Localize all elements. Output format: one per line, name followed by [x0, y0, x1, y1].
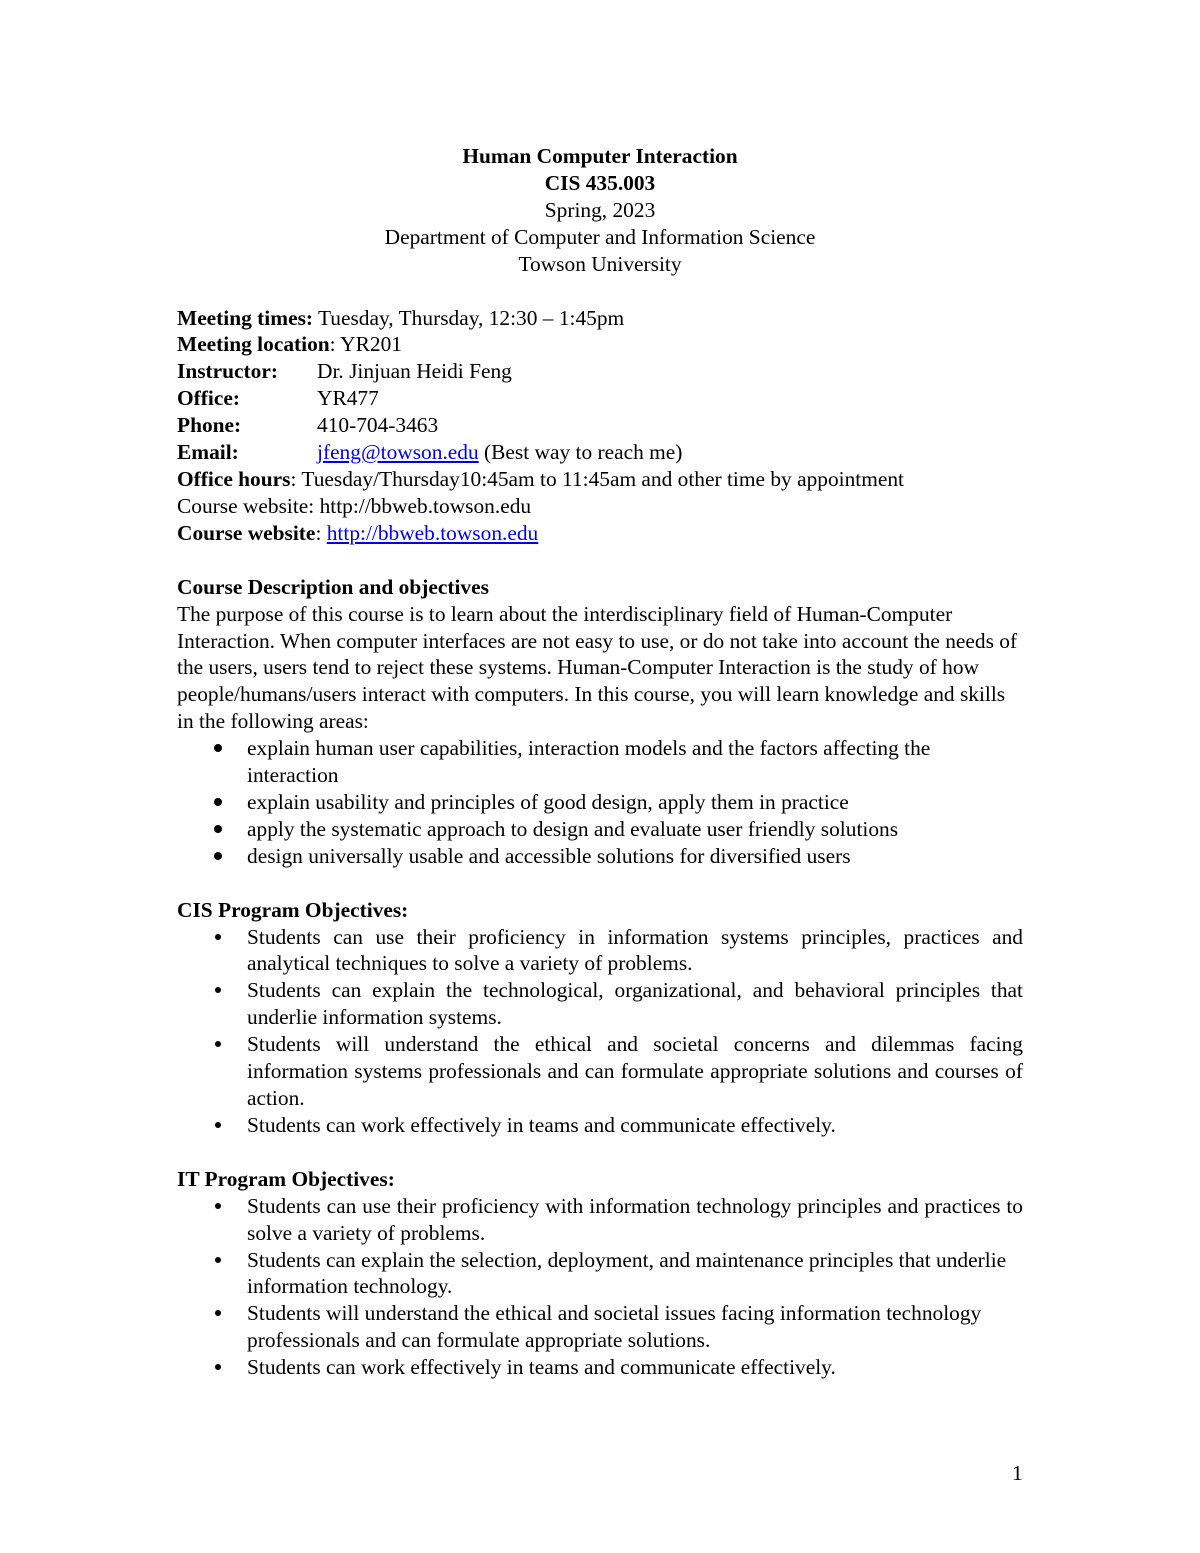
list-item-text: design universally usable and accessible solutions for diversified users — [247, 843, 851, 868]
bullet-icon — [214, 744, 222, 752]
bullet-icon — [215, 1257, 221, 1263]
email-value-wrap — [317, 439, 682, 466]
phone-label: Phone: — [177, 413, 242, 438]
meeting-location-value: : YR201 — [329, 332, 402, 357]
office-label: Office: — [177, 386, 240, 411]
phone-row — [177, 412, 1023, 439]
course-code: CIS 435.003 — [544, 170, 656, 195]
list-item-text: Students can explain the technological, organizational, and behavioral principles that underlie information systems. — [247, 978, 1023, 1030]
meeting-times-value: Tuesday, Thursday, 12:30 – 1:45pm — [313, 305, 625, 330]
it-objectives-list — [177, 1193, 1023, 1381]
email-label: Email: — [177, 440, 239, 465]
page-content — [177, 143, 1023, 1381]
list-item — [177, 816, 1023, 843]
list-item-text: Students can work effectively in teams and communicate effectively. — [247, 1355, 836, 1380]
bullet-icon — [215, 934, 221, 940]
list-item — [177, 924, 1023, 978]
meeting-times-label: Meeting times: — [177, 305, 314, 330]
email-link[interactable]: jfeng@towson.edu — [317, 440, 479, 465]
list-item-text: explain usability and principles of good design, apply them in practice — [247, 789, 849, 814]
email-note: (Best way to reach me) — [478, 440, 683, 465]
instructor-row — [177, 358, 1023, 385]
bullet-icon — [215, 987, 221, 993]
course-title: Human Computer Interaction — [462, 144, 738, 168]
bullet-icon — [215, 1203, 221, 1209]
list-item — [177, 843, 1023, 870]
office-hours-value: : Tuesday/Thursday10:45am to 11:45am and other time by appointment — [290, 466, 905, 491]
list-item — [177, 735, 1023, 789]
instructor-label: Instructor: — [177, 359, 278, 384]
office-value: YR477 — [317, 386, 379, 411]
bullet-icon — [214, 825, 222, 833]
cis-objectives-heading: CIS Program Objectives: — [177, 897, 409, 922]
office-hours-row — [177, 466, 1023, 493]
office-row — [177, 385, 1023, 412]
instructor-value: Dr. Jinjuan Heidi Feng — [317, 359, 512, 384]
email-row — [177, 439, 1023, 466]
meeting-times-row — [177, 305, 1023, 332]
list-item-text: Students will understand the ethical and societal concerns and dilemmas facing information systems professionals and can formulate appropriate solutions and courses of action. — [247, 1032, 1023, 1110]
list-item — [177, 977, 1023, 1031]
list-item-text: Students can work effectively in teams and communicate effectively. — [247, 1112, 836, 1137]
course-term: Spring, 2023 — [544, 197, 656, 222]
meeting-location-label: Meeting location — [177, 332, 330, 357]
cis-objectives-list — [177, 924, 1023, 1139]
course-website-plain: Course website: http://bbweb.towson.edu — [177, 493, 532, 518]
bullet-icon — [215, 1310, 221, 1316]
office-hours-label: Office hours — [177, 466, 291, 491]
list-item — [177, 1112, 1023, 1139]
list-item — [177, 1031, 1023, 1112]
list-item-text: apply the systematic approach to design and evaluate user friendly solutions — [247, 816, 899, 841]
bullet-icon — [215, 1364, 221, 1370]
description-heading: Course Description and objectives — [177, 574, 489, 599]
course-website-colon: : — [315, 520, 327, 545]
course-website-label: Course website — [177, 520, 316, 545]
department: Department of Computer and Information Science — [384, 224, 816, 249]
bullet-icon — [214, 798, 222, 806]
bullet-icon — [215, 1041, 221, 1047]
page-number: 1 — [1012, 1461, 1023, 1485]
list-item — [177, 1247, 1023, 1301]
course-website-link[interactable]: http://bbweb.towson.edu — [326, 520, 539, 545]
list-item — [177, 1300, 1023, 1354]
description-list — [177, 735, 1023, 870]
phone-value: 410-704-3463 — [317, 413, 439, 438]
university: Towson University — [518, 251, 682, 276]
list-item — [177, 1193, 1023, 1247]
description-paragraph: The purpose of this course is to learn about the interdisciplinary field of Human-Computer Interaction. When computer interfaces are not easy to use, or do not take into account the needs of the users, users tend to reject these systems. Human-Computer Interaction is the study of how people/humans/users interact with computers. In this course, you will learn knowledge and skills in the following areas: — [177, 601, 1018, 734]
bullet-icon — [215, 1122, 221, 1128]
list-item-text: Students can use their proficiency with information technology principles and practices to solve a variety of problems. — [247, 1193, 1023, 1245]
bullet-icon — [214, 852, 222, 860]
list-item-text: Students will understand the ethical and societal issues facing information technology professionals and can formulate appropriate solutions. — [247, 1301, 982, 1353]
list-item-text: explain human user capabilities, interaction models and the factors affecting the interaction — [247, 736, 931, 788]
it-objectives-heading: IT Program Objectives: — [177, 1166, 395, 1191]
list-item — [177, 1354, 1023, 1381]
list-item — [177, 789, 1023, 816]
meeting-location-row — [177, 331, 1023, 358]
list-item-text: Students can use their proficiency in information systems principles, practices and analytical techniques to solve a variety of problems. — [247, 924, 1023, 976]
course-website-row — [177, 520, 1023, 547]
list-item-text: Students can explain the selection, deployment, and maintenance principles that underlie information technology. — [247, 1247, 1007, 1299]
